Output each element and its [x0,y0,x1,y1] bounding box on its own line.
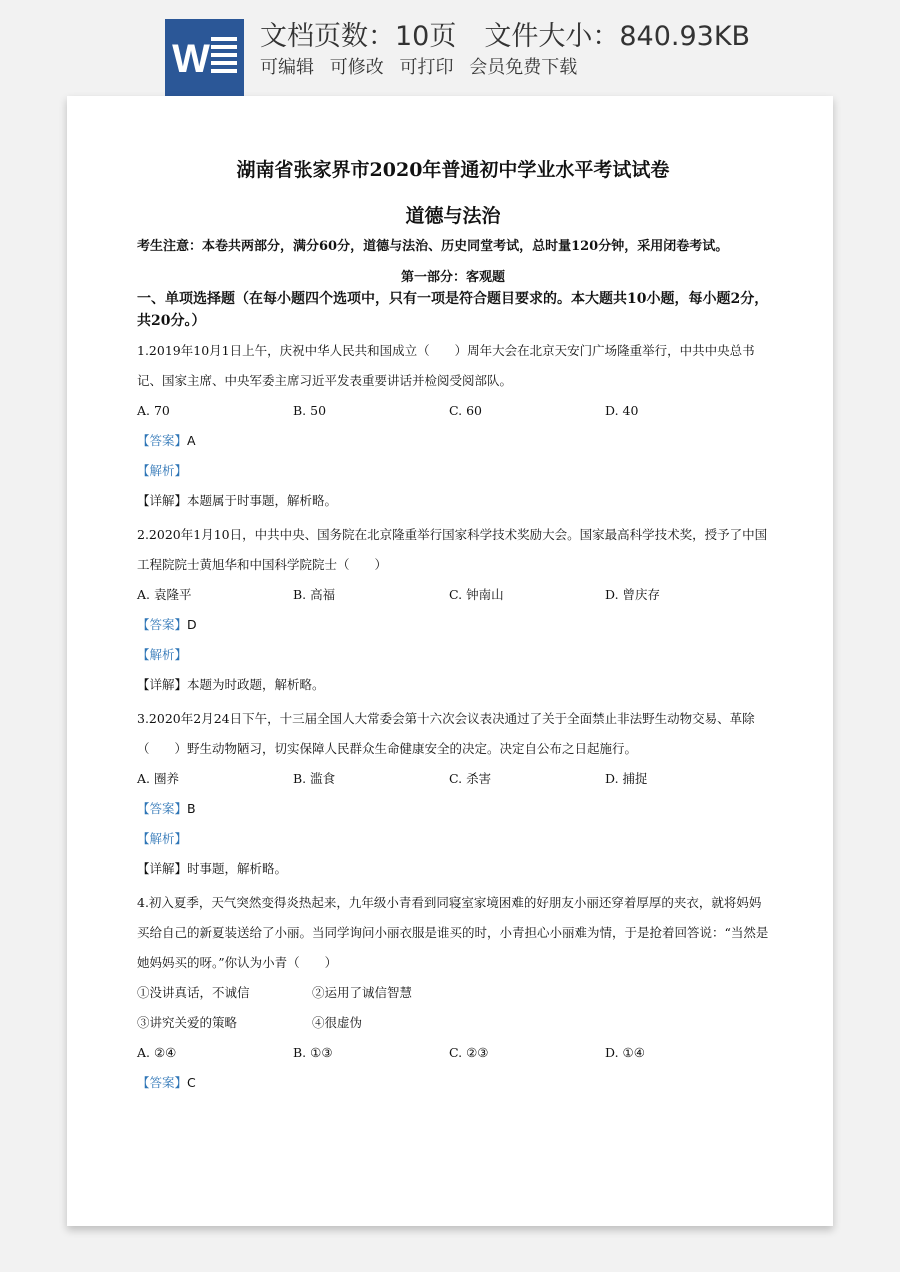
doc-title: 湖南省张家界市2020年普通初中学业水平考试试卷 [236,159,670,181]
detail-text: 本题为时政题，解析略。 [187,677,325,692]
word-doc-icon: W [165,19,244,98]
analysis-line [137,456,769,486]
answer-tag: 【答案】 [137,433,188,448]
exam-notice: 考生注意：本卷共两部分，满分60分，道德与法治、历史同堂考试，总时量120分钟，采用闭卷考试。 [137,239,729,254]
option: C. 杀害 [449,771,492,786]
option: D. 40 [605,403,639,418]
answer-value: B [187,801,196,816]
document-content [137,156,769,1098]
detail-text: 本题属于时事题，解析略。 [187,493,338,508]
detail-tag: 【详解】 [137,861,188,876]
file-meta [260,20,750,54]
answer-line [137,1068,769,1098]
file-size: 文件大小：840.93KB [484,21,751,52]
answer-tag: 【答案】 [137,617,188,632]
option-row [137,396,769,426]
statement: ③讲究关爱的策略 [137,1015,238,1030]
feature-list [260,56,587,80]
option: A. ②④ [137,1045,177,1060]
detail-line [137,670,769,700]
analysis-tag: 【解析】 [137,831,188,846]
statement-row [137,1008,769,1038]
document-page [67,96,833,1226]
option: C. 60 [449,403,482,418]
option: D. ①④ [605,1045,645,1060]
option: B. 滥食 [293,771,336,786]
feature-item: 可打印 [399,57,454,78]
statement: ②运用了诚信智慧 [312,985,413,1000]
question-text: 2.2020年1月10日，中共中央、国务院在北京隆重举行国家科学技术奖励大会。国家最高科学技术奖，授予了中国工程院院士黄旭华和中国科学院院士（ ） [137,527,768,572]
answer-value: D [187,617,197,632]
question-text: 4.初入夏季，天气突然变得炎热起来，九年级小青看到同寝室家境困难的好朋友小丽还穿着厚厚的夹衣，就将妈妈买给自己的新夏装送给了小丽。当同学询问小丽衣服是谁买的时，小青担心小丽难为情，于是抢着回答说：“当然是她妈妈买的呀。”你认为小青（ ） [137,895,769,970]
analysis-line [137,824,769,854]
option: A. 70 [137,403,170,418]
option: C. ②③ [449,1045,489,1060]
option: A. 袁隆平 [137,587,192,602]
option: B. 50 [293,403,327,418]
detail-tag: 【详解】 [137,677,188,692]
feature-item: 可修改 [329,57,384,78]
answer-tag: 【答案】 [137,801,188,816]
question-text: 3.2020年2月24日下午，十三届全国人大常委会第十六次会议表决通过了关于全面禁止非法野生动物交易、革除（ ）野生动物陋习，切实保障人民群众生命健康安全的决定。决定自公布之日起施行。 [137,711,755,756]
answer-value: C [187,1075,196,1090]
analysis-tag: 【解析】 [137,463,188,478]
statement: ④很虚伪 [312,1015,363,1030]
doc-subtitle: 道德与法治 [405,205,501,227]
section-title: 一、单项选择题（在每小题四个选项中，只有一项是符合题目要求的。本大题共10小题，每小题2分，共20分。） [137,291,769,329]
part-title: 第一部分：客观题 [400,270,505,285]
analysis-line [137,640,769,670]
download-header [0,0,900,96]
answer-line [137,426,769,456]
detail-line [137,486,769,516]
feature-item: 会员免费下载 [469,57,578,78]
detail-tag: 【详解】 [137,493,188,508]
statement-row [137,978,769,1008]
analysis-tag: 【解析】 [137,647,188,662]
option: C. 钟南山 [449,587,504,602]
detail-line [137,854,769,884]
option-row [137,580,769,610]
answer-value: A [187,433,196,448]
page-count: 文档页数：10页 [260,21,457,52]
option: B. ①③ [293,1045,333,1060]
statement: ①没讲真话，不诚信 [137,985,250,1000]
feature-item: 可编辑 [260,57,314,78]
option: A. 圈养 [137,771,179,786]
option: D. 曾庆存 [605,587,661,602]
option-row [137,1038,769,1068]
option: B. 高福 [293,587,336,602]
question-text: 1.2019年10月1日上午，庆祝中华人民共和国成立（ ）周年大会在北京天安门广场隆重举行，中共中央总书记、国家主席、中央军委主席习近平发表重要讲话并检阅受阅部队。 [137,343,755,388]
answer-tag: 【答案】 [137,1075,188,1090]
option: D. 捕捉 [605,771,648,786]
detail-text: 时事题，解析略。 [187,861,288,876]
answer-line [137,794,769,824]
answer-line [137,610,769,640]
option-row [137,764,769,794]
